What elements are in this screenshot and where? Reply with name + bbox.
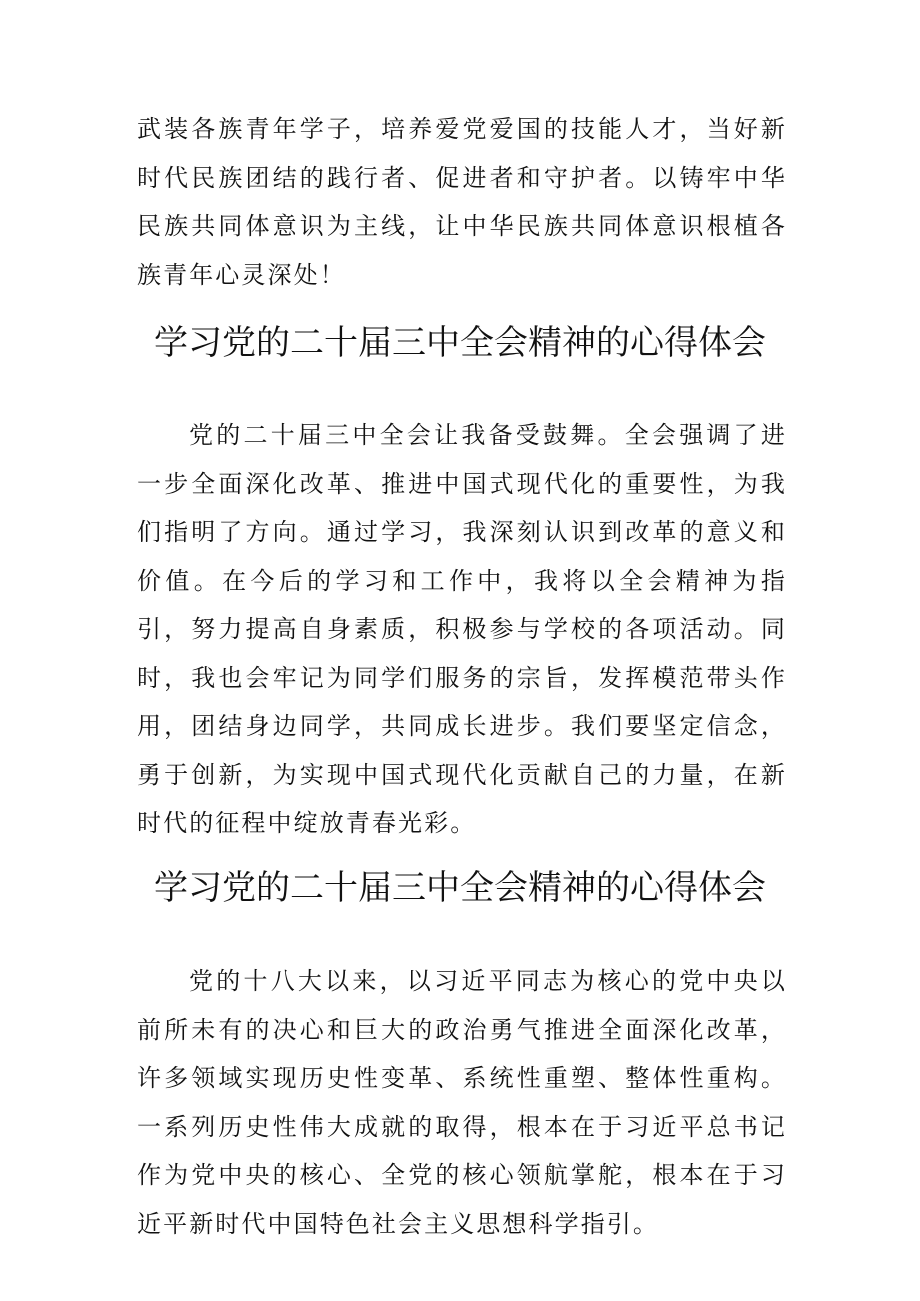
body-paragraph-2: 党的十八大以来，以习近平同志为核心的党中央以前所未有的决心和巨大的政治勇气推进全面深化改革，许多领域实现历史性变革、系统性重塑、整体性重构。一系列历史性伟大成就的取得，根本在于习近平总书记作为党中央的核心、全党的核心领航掌舵，根本在于习近平新时代中国特色社会主义思想科学指引。 (137, 967, 787, 1238)
section-heading-1: 学习党的二十届三中全会精神的心得体会 (154, 323, 766, 363)
body-paragraph-1: 党的二十届三中全会让我备受鼓舞。全会强调了进一步全面深化改革、推进中国式现代化的重要性，为我们指明了方向。通过学习，我深刻认识到改革的意义和价值。在今后的学习和工作中，我将以全会精神为指引，努力提高自身素质，积极参与学校的各项活动。同时，我也会牢记为同学们服务的宗旨，发挥模范带头作用，团结身边同学，共同成长进步。我们要坚定信念，勇于创新，为实现中国式现代化贡献自己的力量，在新时代的征程中绽放青春光彩。 (137, 421, 787, 837)
section-heading-2: 学习党的二十届三中全会精神的心得体会 (154, 868, 766, 908)
body-paragraph-continued: 武装各族青年学子，培养爱党爱国的技能人才，当好新时代民族团结的践行者、促进者和守护者。以铸牢中华民族共同体意识为主线，让中华民族共同体意识根植各族青年心灵深处！ (137, 115, 787, 289)
